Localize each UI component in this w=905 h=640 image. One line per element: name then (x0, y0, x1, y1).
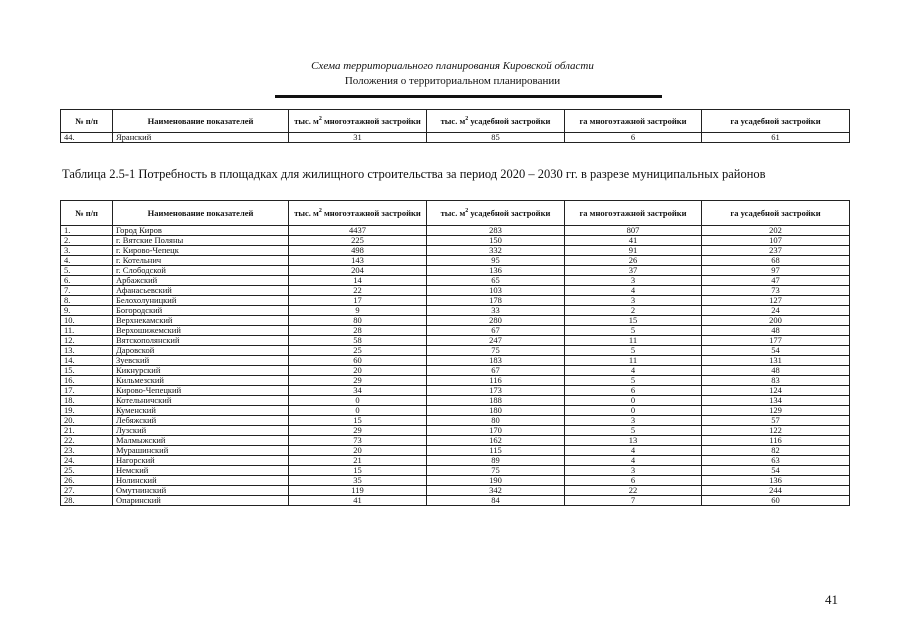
table-row (61, 276, 850, 286)
cell-value: 13 (565, 436, 702, 446)
cell-num: 7. (61, 286, 113, 296)
cell-value: 150 (427, 236, 565, 246)
cell-value: 178 (427, 296, 565, 306)
cell-value: 136 (702, 476, 850, 486)
cell-value: 188 (427, 396, 565, 406)
cell-value: 332 (427, 246, 565, 256)
table-row (61, 416, 850, 426)
cell-num: 26. (61, 476, 113, 486)
cell-value: 60 (702, 496, 850, 506)
cell-value: 89 (427, 456, 565, 466)
cell-name: г. Вятские Поляны (113, 236, 289, 246)
cell-value: 170 (427, 426, 565, 436)
cell-value: 4 (565, 456, 702, 466)
cell-value: 183 (427, 356, 565, 366)
cell-value: 95 (427, 256, 565, 266)
cell-value: 127 (702, 296, 850, 306)
table-row (61, 456, 850, 466)
cell-value: 80 (427, 416, 565, 426)
cell-value: 37 (565, 266, 702, 276)
cell-name: Вятскополянский (113, 336, 289, 346)
table-row (61, 386, 850, 396)
cell-num: 19. (61, 406, 113, 416)
cell-value: 5 (565, 376, 702, 386)
cell-value: 58 (289, 336, 427, 346)
cell-name: г. Слободской (113, 266, 289, 276)
cell-value: 80 (289, 316, 427, 326)
cell-value: 134 (702, 396, 850, 406)
cell-name: Куменский (113, 406, 289, 416)
cell-num: 8. (61, 296, 113, 306)
cell-value: 807 (565, 226, 702, 236)
cell-value: 5 (565, 426, 702, 436)
cell-value: 143 (289, 256, 427, 266)
cell-value: 9 (289, 306, 427, 316)
cell-value: 91 (565, 246, 702, 256)
cell-value: 97 (702, 266, 850, 276)
cell-value: 21 (289, 456, 427, 466)
table-row (61, 486, 850, 496)
cell-value: 22 (565, 486, 702, 496)
cell-num: 20. (61, 416, 113, 426)
col-header-multi-ha: га многоэтажной застройки (565, 110, 702, 133)
cell-name: Верхнекамский (113, 316, 289, 326)
cell-name: Немский (113, 466, 289, 476)
cell-value: 25 (289, 346, 427, 356)
cell-value: 115 (427, 446, 565, 456)
cell-value: 61 (702, 133, 850, 143)
cell-name: Малмыжский (113, 436, 289, 446)
cell-value: 247 (427, 336, 565, 346)
cell-num: 9. (61, 306, 113, 316)
table-row (61, 266, 850, 276)
cell-value: 180 (427, 406, 565, 416)
cell-value: 129 (702, 406, 850, 416)
cell-value: 85 (427, 133, 565, 143)
cell-value: 4437 (289, 226, 427, 236)
table-header-row (61, 201, 850, 226)
cell-value: 107 (702, 236, 850, 246)
cell-value: 0 (565, 396, 702, 406)
cell-value: 11 (565, 356, 702, 366)
cell-value: 48 (702, 326, 850, 336)
cell-name: Котельничский (113, 396, 289, 406)
cell-value: 67 (427, 326, 565, 336)
cell-num: 27. (61, 486, 113, 496)
cell-num: 21. (61, 426, 113, 436)
cell-value: 15 (565, 316, 702, 326)
cell-value: 202 (702, 226, 850, 236)
table-row (61, 476, 850, 486)
cell-name: Нагорский (113, 456, 289, 466)
cell-value: 29 (289, 376, 427, 386)
table-row (61, 306, 850, 316)
cell-num: 1. (61, 226, 113, 236)
table-row (61, 436, 850, 446)
cell-name: Даровской (113, 346, 289, 356)
cell-value: 75 (427, 466, 565, 476)
col-header-estate-ha: га усадебной застройки (702, 110, 850, 133)
cell-value: 14 (289, 276, 427, 286)
cell-value: 173 (427, 386, 565, 396)
cell-value: 22 (289, 286, 427, 296)
cell-value: 73 (289, 436, 427, 446)
document-header-title: Схема территориального планирования Кировской области (311, 60, 594, 72)
table-row (61, 446, 850, 456)
col-header-estate-sqm: тыс. $м^2$ усадебной застройки (427, 201, 565, 226)
cell-num: 28. (61, 496, 113, 506)
cell-value: 48 (702, 366, 850, 376)
cell-value: 124 (702, 386, 850, 396)
cell-value: 67 (427, 366, 565, 376)
cell-value: 3 (565, 416, 702, 426)
cell-value: 0 (289, 396, 427, 406)
cell-value: 131 (702, 356, 850, 366)
document-header-subtitle: Положения о территориальном планировании (344, 75, 561, 87)
cell-num: 3. (61, 246, 113, 256)
cell-name: Арбажский (113, 276, 289, 286)
cell-value: 116 (702, 436, 850, 446)
cell-value: 4 (565, 286, 702, 296)
table-row (61, 316, 850, 326)
cell-value: 4 (565, 446, 702, 456)
cell-num: 5. (61, 266, 113, 276)
cell-name: Белохолуницкий (113, 296, 289, 306)
cell-value: 84 (427, 496, 565, 506)
cell-value: 65 (427, 276, 565, 286)
table-row (61, 376, 850, 386)
cell-value: 3 (565, 296, 702, 306)
cell-num: 44. (61, 133, 113, 143)
table-row (61, 246, 850, 256)
table-caption: Таблица 2.5-1 Потребность в площадках для жилищного строительства за период 2020 – 2030 гг. в разрезе муниципальных районов (62, 167, 766, 181)
col-header-estate-sqm: тыс. $м^2$ усадебной застройки (427, 110, 565, 133)
cell-value: 54 (702, 466, 850, 476)
cell-value: 225 (289, 236, 427, 246)
cell-value: 136 (427, 266, 565, 276)
table-row (61, 133, 850, 143)
cell-value: 116 (427, 376, 565, 386)
cell-num: 23. (61, 446, 113, 456)
cell-value: 20 (289, 446, 427, 456)
cell-value: 17 (289, 296, 427, 306)
cell-num: 15. (61, 366, 113, 376)
cell-value: 68 (702, 256, 850, 266)
cell-value: 342 (427, 486, 565, 496)
cell-name: Афанасьевский (113, 286, 289, 296)
cell-name: Мурашинский (113, 446, 289, 456)
cell-value: 6 (565, 133, 702, 143)
cell-name: Верхошижемский (113, 326, 289, 336)
col-header-num: № п/п (61, 110, 113, 133)
table-row (61, 336, 850, 346)
cell-value: 83 (702, 376, 850, 386)
cell-value: 0 (289, 406, 427, 416)
table-row (61, 426, 850, 436)
table-row (61, 286, 850, 296)
cell-value: 6 (565, 476, 702, 486)
table-row (61, 346, 850, 356)
cell-num: 11. (61, 326, 113, 336)
cell-num: 14. (61, 356, 113, 366)
table-row (61, 256, 850, 266)
cell-num: 10. (61, 316, 113, 326)
table-row (61, 356, 850, 366)
table-row (61, 406, 850, 416)
col-header-name: Наименование показателей (113, 201, 289, 226)
cell-value: 3 (565, 276, 702, 286)
cell-name: Город Киров (113, 226, 289, 236)
cell-value: 11 (565, 336, 702, 346)
cell-value: 33 (427, 306, 565, 316)
table-row (61, 466, 850, 476)
cell-value: 204 (289, 266, 427, 276)
cell-value: 26 (565, 256, 702, 266)
cell-value: 41 (289, 496, 427, 506)
cell-name: Опаринский (113, 496, 289, 506)
cell-value: 5 (565, 326, 702, 336)
cell-value: 5 (565, 346, 702, 356)
cell-name: Кирово-Чепецкий (113, 386, 289, 396)
cell-value: 237 (702, 246, 850, 256)
cell-value: 73 (702, 286, 850, 296)
cell-value: 190 (427, 476, 565, 486)
cell-value: 75 (427, 346, 565, 356)
table-row (61, 496, 850, 506)
table-row (61, 296, 850, 306)
continuation-table (60, 109, 850, 143)
cell-value: 280 (427, 316, 565, 326)
cell-value: 82 (702, 446, 850, 456)
cell-num: 12. (61, 336, 113, 346)
cell-name: Богородский (113, 306, 289, 316)
cell-value: 177 (702, 336, 850, 346)
header-divider (275, 95, 662, 98)
cell-num: 6. (61, 276, 113, 286)
cell-name: г. Кирово-Чепецк (113, 246, 289, 256)
cell-value: 24 (702, 306, 850, 316)
cell-name: г. Котельнич (113, 256, 289, 266)
cell-name: Кикнурский (113, 366, 289, 376)
cell-value: 35 (289, 476, 427, 486)
cell-value: 0 (565, 406, 702, 416)
cell-value: 54 (702, 346, 850, 356)
cell-value: 15 (289, 466, 427, 476)
housing-sites-table (60, 200, 850, 506)
cell-value: 20 (289, 366, 427, 376)
cell-value: 200 (702, 316, 850, 326)
cell-name: Зуевский (113, 356, 289, 366)
cell-value: 283 (427, 226, 565, 236)
cell-value: 31 (289, 133, 427, 143)
table-row (61, 396, 850, 406)
cell-value: 63 (702, 456, 850, 466)
cell-value: 15 (289, 416, 427, 426)
cell-num: 17. (61, 386, 113, 396)
page-number: 41 (825, 592, 838, 607)
col-header-multi-ha: га многоэтажной застройки (565, 201, 702, 226)
col-header-estate-ha: га усадебной застройки (702, 201, 850, 226)
cell-name: Нолинский (113, 476, 289, 486)
col-header-name: Наименование показателей (113, 110, 289, 133)
table-row (61, 366, 850, 376)
table-header-row (61, 110, 850, 133)
col-header-multi-sqm: тыс. $м^2$ многоэтажной застройки (289, 201, 427, 226)
cell-value: 7 (565, 496, 702, 506)
col-header-multi-sqm: тыс. $м^2$ многоэтажной застройки (289, 110, 427, 133)
cell-name: Кильмезский (113, 376, 289, 386)
cell-value: 6 (565, 386, 702, 396)
table-row (61, 326, 850, 336)
cell-value: 34 (289, 386, 427, 396)
cell-value: 60 (289, 356, 427, 366)
cell-name: Яранский (113, 133, 289, 143)
cell-value: 244 (702, 486, 850, 496)
cell-value: 3 (565, 466, 702, 476)
cell-value: 103 (427, 286, 565, 296)
cell-value: 122 (702, 426, 850, 436)
cell-num: 16. (61, 376, 113, 386)
table-row (61, 236, 850, 246)
cell-value: 498 (289, 246, 427, 256)
cell-num: 13. (61, 346, 113, 356)
cell-value: 2 (565, 306, 702, 316)
cell-num: 2. (61, 236, 113, 246)
cell-num: 24. (61, 456, 113, 466)
cell-value: 162 (427, 436, 565, 446)
col-header-num: № п/п (61, 201, 113, 226)
cell-value: 47 (702, 276, 850, 286)
table-row (61, 226, 850, 236)
cell-value: 41 (565, 236, 702, 246)
cell-value: 29 (289, 426, 427, 436)
cell-num: 25. (61, 466, 113, 476)
cell-value: 119 (289, 486, 427, 496)
cell-num: 18. (61, 396, 113, 406)
cell-name: Омутнинский (113, 486, 289, 496)
cell-value: 57 (702, 416, 850, 426)
table-body (61, 226, 850, 506)
cell-num: 4. (61, 256, 113, 266)
cell-name: Лебяжский (113, 416, 289, 426)
cell-value: 28 (289, 326, 427, 336)
cell-name: Лузский (113, 426, 289, 436)
cell-num: 22. (61, 436, 113, 446)
cell-value: 4 (565, 366, 702, 376)
